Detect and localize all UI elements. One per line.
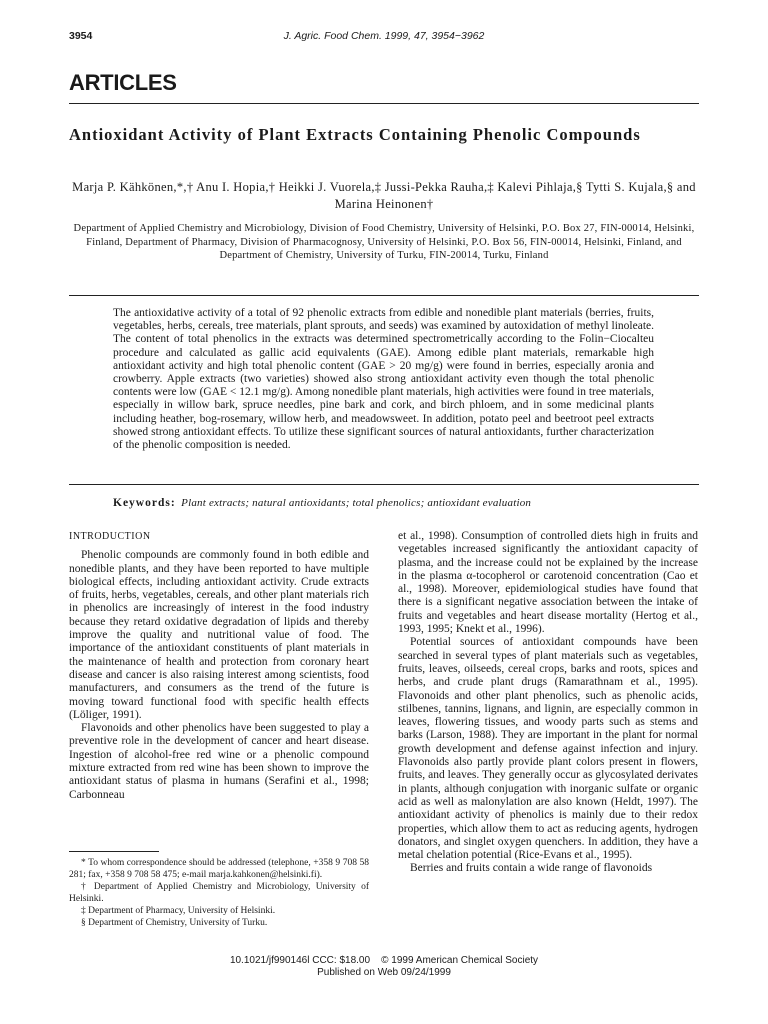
left-column (69, 530, 369, 802)
doi-copyright-line: 10.1021/jf990146l CCC: $18.00 © 1999 American Chemical Society (229, 955, 539, 966)
right-column (398, 530, 698, 876)
body-paragraph: Potential sources of antioxidant compounds have been searched in several types of plant materials such as vegetables, fruits, leaves, oilseeds, cereal crops, barks and roots, spices and herbs, and crude plant drugs (Ramarathnam et al., 1995). Flavonoids and other plant phenolics, such as phenolic acids, stilbenes, tannins, lignans, and lignin, are especially common in leaves, flowering tissues, and woody parts such as stems and barks (Larson, 1988). They are important in the plant for normal growth development and defense against infection and injury. Flavonoids also partly provide plant colors present in flowers, fruits, and leaves. They generally occur as glycosylated derivates in plants, although conjugation with inorganic sulfate or organic acid as well as malonylation are also known (Heldt, 1997). The antioxidant activity of phenolics is mainly due to their redox properties, which allow them to act as reducing agents, hydrogen donators, and singlet oxygen quenchers. In addition, they have a metal chelation potential (Rice-Evans et al., 1995). (398, 636, 698, 862)
page-footer (69, 955, 699, 979)
keywords-line (113, 497, 673, 509)
section-heading-introduction: INTRODUCTION (69, 531, 151, 542)
footnote: ‡ Department of Pharmacy, University of Helsinki. (81, 906, 276, 916)
body-paragraph: Berries and fruits contain a wide range of flavonoids (410, 862, 653, 875)
body-paragraph: Flavonoids and other phenolics have been suggested to play a preventive role in the development of cancer and heart disease. Ingestion of alcohol-free red wine or a phenolic compound mixture extracted from red wine has been shown to improve the antioxidant status of plasma in humans (Serafini et al., 1998; Carbonneau (69, 722, 369, 801)
author-list: Marja P. Kähkönen,*,† Anu I. Hopia,† Heikki J. Vuorela,‡ Jussi-Pekka Rauha,‡ Kalevi Pihlaja,§ Tytti S. Kujala,§ and Marina Heinonen† (72, 180, 696, 211)
footnote: § Department of Chemistry, University of Turku. (81, 918, 268, 928)
body-paragraph: et al., 1998). Consumption of controlled diets high in fruits and vegetables increased significantly the antioxidant capacity of plasma, and the increase could not be explained by the increase in the plasma α-tocopherol or carotenoid concentration (Cao et al., 1998). Moreover, epidemiological studies have found that there is a significant negative association between the intake of fruits and vegetables and heart disease mortality (Hertog et al., 1993, 1995; Knekt et al., 1996). (398, 530, 698, 636)
running-header (69, 30, 699, 44)
published-date-line: Published on Web 09/24/1999 (317, 967, 451, 978)
footnote: † Department of Applied Chemistry and Microbiology, University of Helsinki. (69, 882, 369, 904)
affiliations: Department of Applied Chemistry and Microbiology, Division of Food Chemistry, University of Helsinki, P.O. Box 27, FIN-00014, Helsinki, Finland, Department of Pharmacy, Division of Pharmacognosy, University of Helsinki, P.O. Box 56, FIN-00014, Helsinki, Finland, and Department of Chemistry, University of Turku, FIN-20014, Turku, Finland (73, 223, 695, 261)
keywords-value: Plant extracts; natural antioxidants; total phenolics; antioxidant evaluation (181, 497, 532, 509)
section-label: ARTICLES (69, 70, 177, 95)
footnotes (69, 857, 369, 929)
journal-citation: J. Agric. Food Chem. 1999, 47, 3954−3962 (283, 30, 485, 42)
body-paragraph: Phenolic compounds are commonly found in both edible and nonedible plants, and they have been reported to have multiple biological effects, including antioxidant activity. Crude extracts of fruits, herbs, vegetables, cereals, and other plant materials rich in phenolics are increasingly of interest in the food industry because they retard oxidative degradation of lipids and thereby improve the quality and nutritional value of food. The importance of the antioxidant constituents of plant materials in the maintenance of health and protection from coronary heart disease and cancer is also raising interest among scientists, food manufacturers, and consumers as the trend of the future is moving toward functional food with specific health effects (Löliger, 1991). (69, 549, 369, 721)
article-title: Antioxidant Activity of Plant Extracts Containing Phenolic Compounds (69, 125, 641, 144)
abstract-bottom-divider (69, 484, 699, 485)
top-divider (69, 103, 699, 104)
footnote-divider (69, 851, 159, 852)
page-number: 3954 (69, 30, 93, 42)
abstract: The antioxidative activity of a total of 92 phenolic extracts from edible and nonedible plant materials (berries, fruits, vegetables, herbs, cereals, tree materials, plant sprouts, and seeds) was examined by autoxidation of methyl linoleate. The content of total phenolics in the extracts was determined spectrometrically according to the Folin−Ciocalteu procedure and calculated as gallic acid equivalents (GAE). Among edible plant materials, remarkable high antioxidant activity and high total phenolic content (GAE > 20 mg/g) were found in berries, especially aronia and crowberry. Apple extracts (two varieties) showed also strong antioxidant activity even though the total phenolic contents were low (GAE < 12.1 mg/g). Among nonedible plant materials, high activities were found in tree materials, especially in willow bark, spruce needles, pine bark and cork, and birch phloem, and in some medicinal plants including heather, bog-rosemary, willow herb, and meadowsweet. In addition, potato peel and beetroot peel extracts showed strong antioxidant effects. To utilize these significant sources of natural antioxidants, further characterization of the phenolic composition is needed. (113, 307, 654, 452)
keywords-label: Keywords: (113, 497, 176, 509)
footnote: * To whom correspondence should be addressed (telephone, +358 9 708 58 281; fax, +358 9 708 58 475; e-mail marja.kahkonen@helsinki.fi). (69, 858, 369, 880)
abstract-top-divider (69, 295, 699, 296)
